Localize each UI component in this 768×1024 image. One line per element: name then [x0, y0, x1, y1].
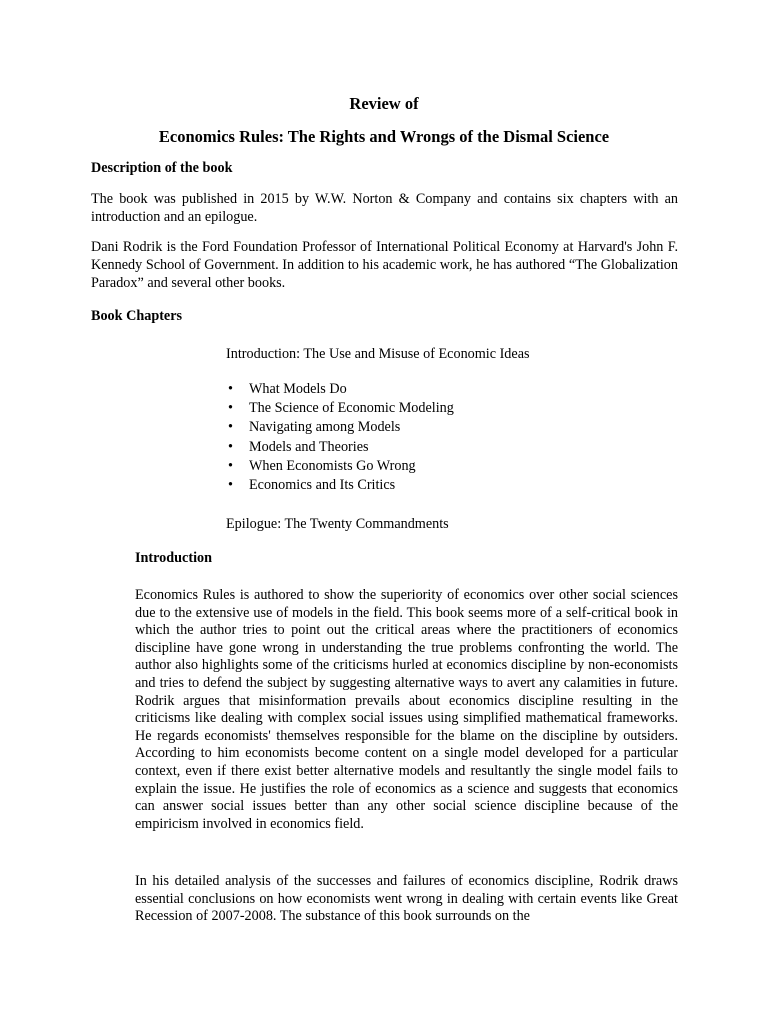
chapter-title: The Science of Economic Modeling: [249, 400, 454, 417]
chapter-list-item: [226, 399, 454, 418]
bullet-icon: •: [228, 419, 233, 436]
bullet-icon: •: [228, 457, 233, 474]
chapter-epilogue: Epilogue: The Twenty Commandments: [226, 516, 449, 532]
bullet-icon: •: [228, 400, 233, 417]
chapter-list-item: [226, 438, 454, 457]
chapter-title: Models and Theories: [249, 438, 369, 455]
chapter-title: Economics and Its Critics: [249, 477, 396, 494]
description-paragraph-2: Dani Rodrik is the Ford Foundation Professor of International Political Economy at Harvard's John F. Kennedy School of Government. In addition to his academic work, he has authored “The Globalization Paradox” and several other books.: [91, 239, 678, 291]
chapter-list-item: [226, 418, 454, 437]
book-chapters-heading: Book Chapters: [91, 308, 183, 324]
chapter-list-item: [226, 380, 454, 399]
description-paragraph-1: The book was published in 2015 by W.W. Norton & Company and contains six chapters with an introduction and an epilogue.: [91, 191, 678, 225]
bullet-icon: •: [228, 381, 233, 397]
introduction-paragraph-2: In his detailed analysis of the successes and failures of economics discipline, Rodrik draws essential conclusions on how economists went wrong in dealing with certain events like Great Recession of 2007-2008. The substance of this book surrounds on the: [135, 873, 678, 925]
chapter-list-item: [226, 476, 454, 495]
description-heading: Description of the book: [91, 160, 233, 176]
bullet-icon: •: [228, 477, 233, 494]
book-title: Economics Rules: The Rights and Wrongs of the Dismal Science: [158, 127, 610, 146]
chapter-title: When Economists Go Wrong: [249, 457, 416, 474]
introduction-paragraph-1: Economics Rules is authored to show the superiority of economics over other social sciences due to the extensive use of models in the field. This book seems more of a self-critical book in which the author tries to point out the critical areas where the practitioners of economics discipline have gone wrong in understanding the true problems confronting the world. The author also highlights some of the criticisms hurled at economics discipline by non-economists and tries to defend the subject by suggesting alternative ways to avert any calamities in future. Rodrik argues that misinformation prevails about economics discipline resulting in the criticisms like dealing with complex social issues using simplified mathematical frameworks. He regards economists' themselves responsible for the blame on the discipline by outsiders. According to him economists become content on a single model developed for a particular context, even if there exist better alternative models and resultantly the single model fails to explain the issue. He justifies the role of economics as a science and suggests that economics can answer social issues better than any other social science discipline because of the empiricism involved in economics field.: [135, 587, 678, 832]
chapter-introduction: Introduction: The Use and Misuse of Economic Ideas: [226, 346, 530, 362]
chapter-title: What Models Do: [249, 381, 347, 397]
chapter-title: Navigating among Models: [249, 419, 401, 436]
chapter-list: [226, 380, 454, 495]
introduction-heading: Introduction: [135, 550, 212, 566]
chapter-list-item: [226, 457, 454, 476]
bullet-icon: •: [228, 438, 233, 455]
review-of-heading: Review of: [349, 94, 419, 113]
